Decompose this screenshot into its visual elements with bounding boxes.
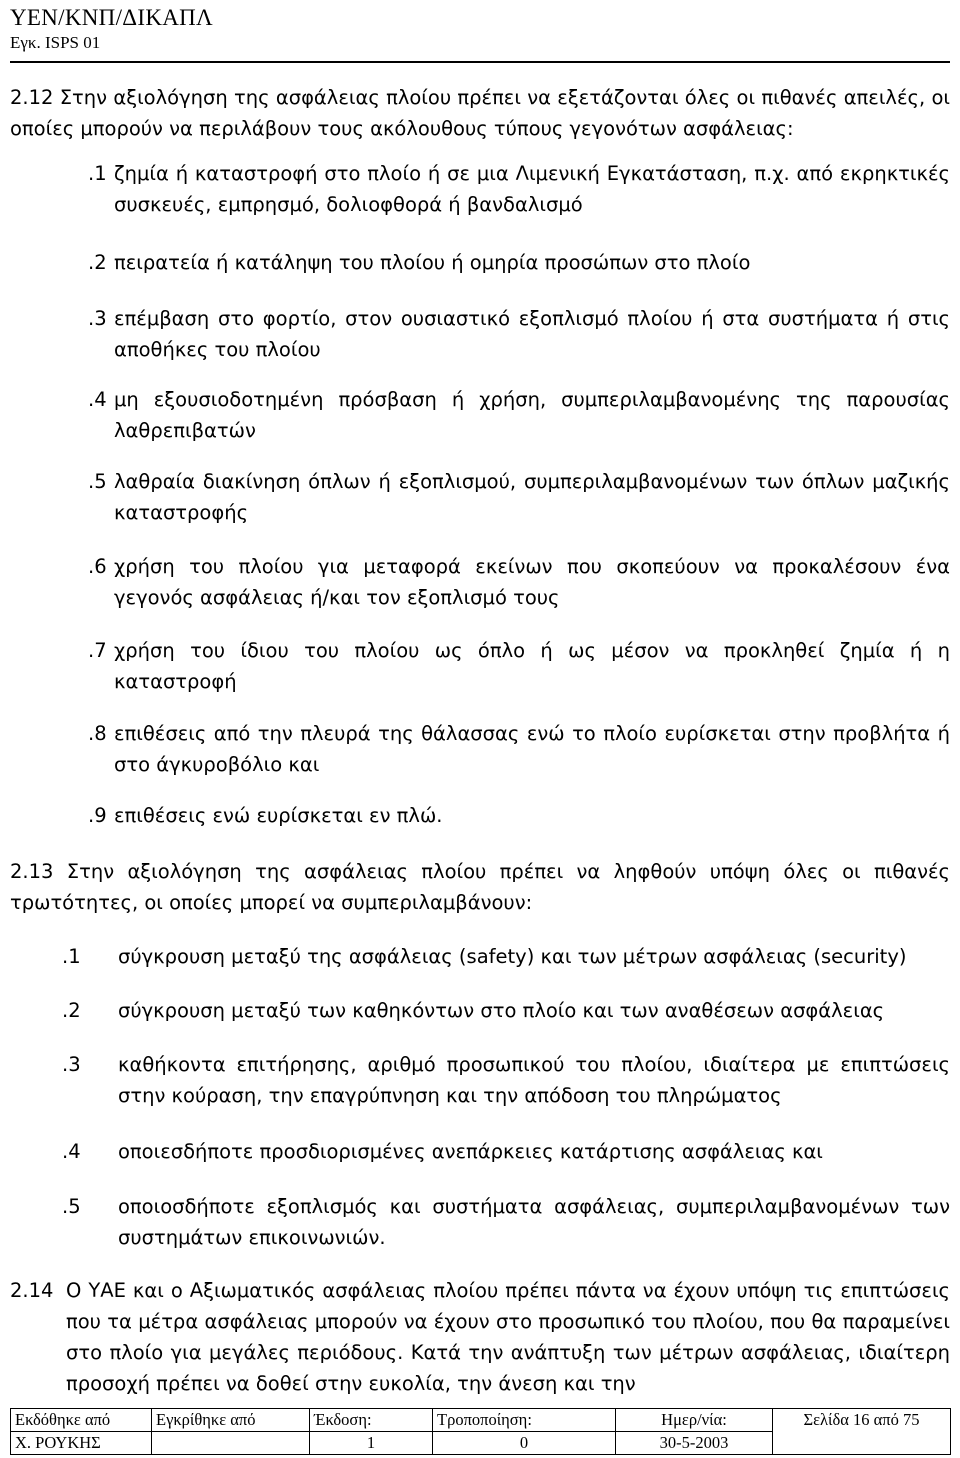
- page-number: Σελίδα 16 από 75: [773, 1409, 951, 1455]
- threat-item-2: [88, 247, 950, 278]
- section-number: 2.12: [10, 86, 54, 109]
- threat-item-5: [88, 466, 950, 528]
- threat-item-6: [88, 551, 950, 613]
- amendment-value: 0: [433, 1432, 616, 1455]
- item-text: επιθέσεις ενώ ευρίσκεται εν πλώ.: [114, 804, 443, 827]
- item-text: χρήση του ίδιου του πλοίου ως όπλο ή ως μέσον να προκληθεί ζημία ή η καταστροφή: [114, 639, 950, 693]
- item-number: .1: [62, 945, 81, 968]
- vulnerability-item-3: [62, 1049, 950, 1111]
- document-footer-table: [10, 1408, 951, 1455]
- section-text: Ο ΥΑΕ και ο Αξιωματικός ασφάλειας πλοίου πρέπει πάντα να έχουν υπόψη τις επιπτώσεις που τα μέτρα ασφάλειας μπορούν να έχουν στο προσωπικό του πλοίου, που θα παραμείνει στο πλοίο για μεγάλες περιόδους. Κατά την ανάπτυξη των μέτρων ασφάλειας, ιδιαίτερη προσοχή πρέπει να δοθεί στην ευκολία, την άνεση και την: [66, 1279, 950, 1395]
- item-text: χρήση του πλοίου για μεταφορά εκείνων που σκοπεύουν να προκαλέσουν ένα γεγονός ασφάλειας ή/και τον εξοπλισμό τους: [114, 555, 950, 609]
- threat-item-3: [88, 303, 950, 365]
- vulnerability-item-5: [62, 1191, 950, 1253]
- item-number: .4: [62, 1140, 81, 1163]
- issued-by-value: Χ. ΡΟΥΚΗΣ: [11, 1432, 152, 1455]
- item-number: .3: [88, 307, 107, 330]
- edition-value: 1: [310, 1432, 433, 1455]
- item-number: .2: [62, 999, 81, 1022]
- issued-by-label: Εκδόθηκε από: [11, 1409, 152, 1432]
- header-title: ΥΕΝ/ΚΝΠ/ΔΙΚΑΠΛ: [10, 5, 214, 30]
- threat-item-4: [88, 384, 950, 446]
- item-text: οποιεσδήποτε προσδιορισμένες ανεπάρκειες κατάρτισης ασφάλειας και: [118, 1140, 823, 1163]
- item-text: σύγκρουση μεταξύ των καθηκόντων στο πλοίο και των αναθέσεων ασφάλειας: [118, 999, 885, 1022]
- item-number: .2: [88, 251, 107, 274]
- section-2-12-paragraph: [10, 82, 950, 144]
- threat-item-9: [88, 800, 950, 831]
- edition-label: Έκδοση:: [310, 1409, 433, 1432]
- approved-by-label: Εγκρίθηκε από: [152, 1409, 310, 1432]
- item-number: .7: [88, 639, 107, 662]
- date-value: 30-5-2003: [616, 1432, 773, 1455]
- vulnerability-item-1: [62, 941, 950, 972]
- item-text: σύγκρουση μεταξύ της ασφάλειας (safety) και των μέτρων ασφάλειας (security): [118, 945, 907, 968]
- threat-item-1: [88, 158, 950, 220]
- item-text: καθήκοντα επιτήρησης, αριθμό προσωπικού του πλοίου, ιδιαίτερα με επιπτώσεις στην κούραση, την επαγρύπνηση και την απόδοση του πληρώματος: [118, 1053, 950, 1107]
- vulnerability-item-2: [62, 995, 950, 1026]
- section-2-14-paragraph: [10, 1275, 950, 1399]
- threat-item-7: [88, 635, 950, 697]
- date-label: Ημερ/νία:: [616, 1409, 773, 1432]
- approved-by-value: [152, 1432, 310, 1455]
- item-text: επιθέσεις από την πλευρά της θάλασσας ενώ το πλοίο ευρίσκεται στην προβλήτα ή στο άγκυροβόλιο και: [114, 722, 950, 776]
- item-text: ζημία ή καταστροφή στο πλοίο ή σε μια Λιμενική Εγκατάσταση, π.χ. από εκρηκτικές συσκευές, εμπρησμό, δολιοφθορά ή βανδαλισμό: [114, 162, 950, 216]
- footer-label-row: [11, 1409, 951, 1432]
- section-text: Στην αξιολόγηση της ασφάλειας πλοίου πρέπει να εξετάζονται όλες οι πιθανές απειλές, οι οποίες μπορούν να περιλάβουν τους ακόλουθους τύπους γεγονότων ασφάλειας:: [10, 86, 950, 140]
- page-header: [10, 0, 950, 63]
- item-number: .5: [62, 1195, 81, 1218]
- item-text: επέμβαση στο φορτίο, στον ουσιαστικό εξοπλισμό πλοίου ή στα συστήματα ή στις αποθήκες του πλοίου: [114, 307, 950, 361]
- threat-item-8: [88, 718, 950, 780]
- item-text: μη εξουσιοδοτημένη πρόσβαση ή χρήση, συμπεριλαμβανομένης της παρουσίας λαθρεπιβατών: [114, 388, 950, 442]
- item-text: λαθραία διακίνηση όπλων ή εξοπλισμού, συμπεριλαμβανομένων των όπλων μαζικής καταστροφής: [114, 470, 950, 524]
- header-document-code: Εγκ. ISPS 01: [10, 33, 101, 52]
- item-number: .4: [88, 388, 107, 411]
- section-text: Στην αξιολόγηση της ασφάλειας πλοίου πρέπει να ληφθούν υπόψη όλες οι πιθανές τρωτότητες, οι οποίες μπορεί να συμπεριλαμβάνουν:: [10, 860, 950, 914]
- item-number: .3: [62, 1053, 81, 1076]
- item-text: πειρατεία ή κατάληψη του πλοίου ή ομηρία προσώπων στο πλοίο: [114, 251, 751, 274]
- section-2-13-paragraph: [10, 856, 950, 918]
- section-number: 2.14: [10, 1279, 54, 1302]
- item-number: .5: [88, 470, 107, 493]
- item-number: .8: [88, 722, 107, 745]
- item-number: .6: [88, 555, 107, 578]
- vulnerability-item-4: [62, 1136, 950, 1167]
- section-number: 2.13: [10, 860, 54, 883]
- amendment-label: Τροποποίηση:: [433, 1409, 616, 1432]
- item-number: .9: [88, 804, 107, 827]
- item-number: .1: [88, 162, 107, 185]
- item-text: οποιοσδήποτε εξοπλισμός και συστήματα ασφάλειας, συμπεριλαμβανομένων των συστημάτων επικοινωνιών.: [118, 1195, 950, 1249]
